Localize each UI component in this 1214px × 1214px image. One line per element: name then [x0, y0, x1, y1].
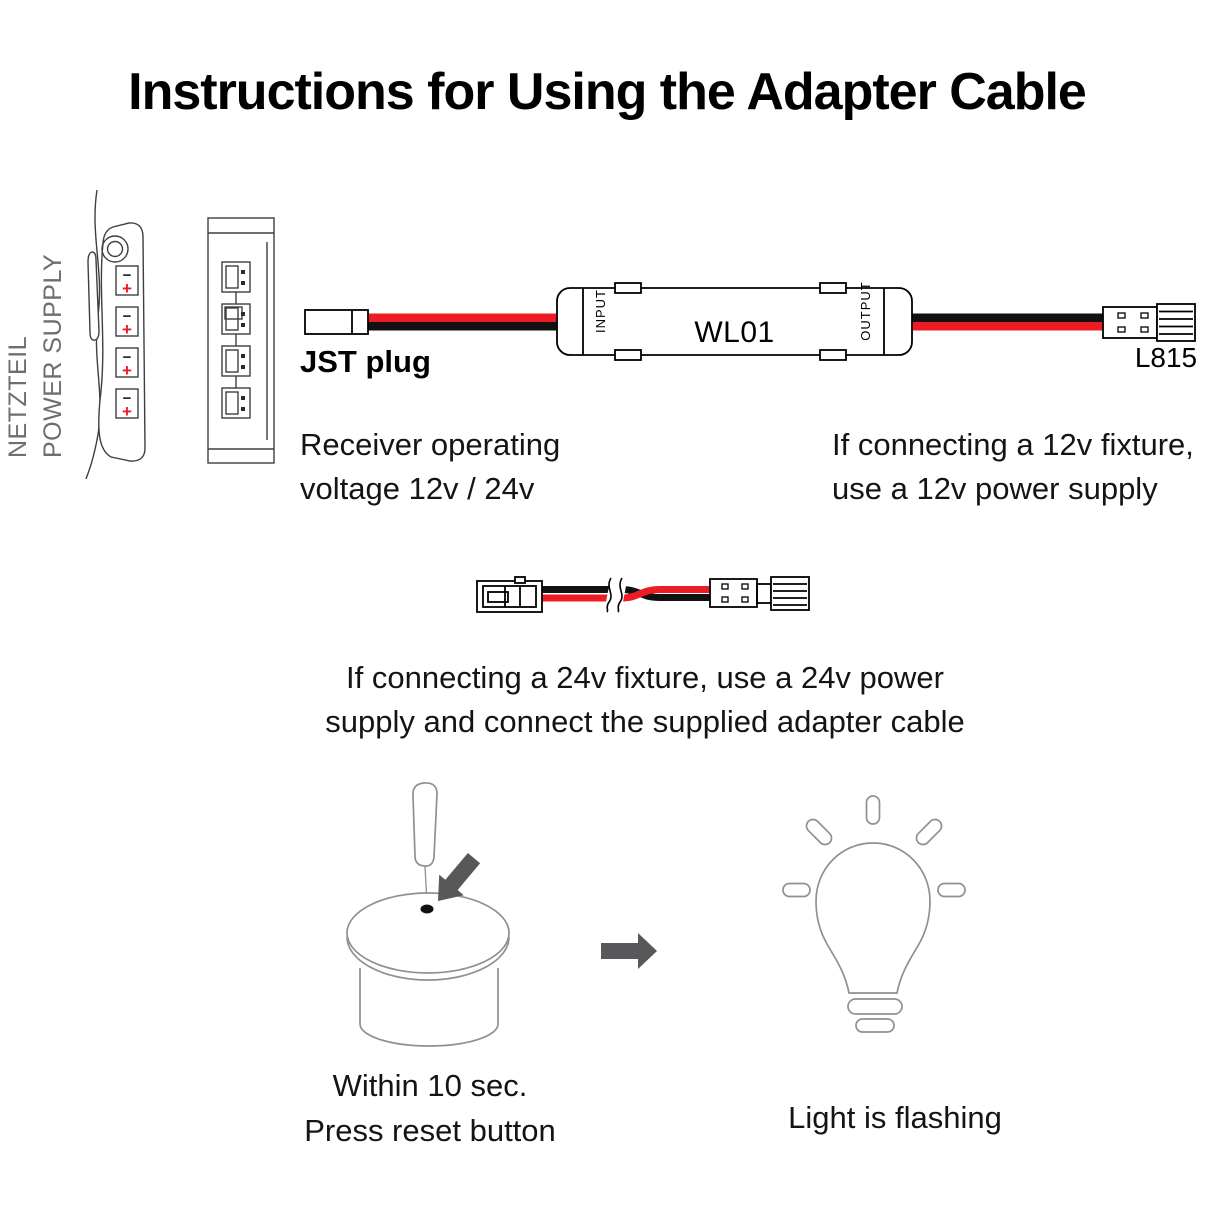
- terminal-minus: −: [122, 349, 132, 366]
- mount-tab: [615, 283, 641, 293]
- power-supply-label-line1: NETZTEIL: [4, 335, 32, 458]
- jst-port: [222, 388, 250, 418]
- light-bulb-icon: [783, 796, 965, 1032]
- l815-connector: [1103, 304, 1195, 341]
- adapter-wires: [542, 590, 710, 599]
- caption-receiver-voltage-line2: voltage 12v / 24v: [300, 471, 535, 506]
- output-label: OUTPUT: [858, 281, 873, 341]
- terminal-plus: +: [122, 361, 132, 380]
- adapter-jst-socket: [477, 577, 542, 612]
- flow-arrow-icon: [601, 933, 657, 969]
- input-wires: [367, 314, 561, 331]
- terminal-plus: +: [122, 320, 132, 339]
- caption-12v-fixture-line1: If connecting a 12v fixture,: [832, 427, 1194, 462]
- terminal-minus: −: [122, 308, 132, 325]
- page-title: Instructions for Using the Adapter Cable: [128, 63, 1086, 121]
- reset-button-drawing: [347, 783, 509, 1046]
- jst-plug-connector: [305, 310, 368, 334]
- reset-hole: [421, 905, 434, 914]
- caption-receiver-voltage: [300, 423, 560, 511]
- mount-tab: [820, 350, 846, 360]
- mount-tab: [820, 283, 846, 293]
- jst-port: [222, 262, 250, 292]
- caption-reset-line2: Press reset button: [304, 1113, 556, 1148]
- l815-label: L815: [1134, 342, 1198, 373]
- light-ray: [783, 884, 810, 897]
- caption-receiver-voltage-line1: Receiver operating: [300, 427, 561, 462]
- adapter-cable-drawing: [477, 576, 809, 612]
- jst-plug-label: JST plug: [300, 344, 431, 379]
- caption-12v-fixture: [832, 423, 1194, 511]
- caption-24v-fixture-line2: supply and connect the supplied adapter cable: [325, 704, 965, 739]
- terminal-minus: −: [122, 390, 132, 407]
- jst-port-plugged: [222, 304, 250, 334]
- caption-24v-fixture-line1: If connecting a 24v fixture, use a 24v power: [346, 660, 944, 695]
- adapter-l815-connector: [710, 577, 809, 610]
- bulb-base: [848, 999, 902, 1014]
- reset-button: [347, 893, 509, 1046]
- terminal-plus: +: [122, 402, 132, 421]
- caption-reset: [270, 1063, 590, 1153]
- power-supply-label-line2: POWER SUPPLY: [39, 253, 67, 458]
- caption-12v-fixture-line2: use a 12v power supply: [832, 471, 1158, 506]
- light-ray: [804, 817, 834, 847]
- mount-tab: [615, 350, 641, 360]
- caption-light-flashing: Light is flashing: [788, 1100, 1002, 1135]
- output-wires: [910, 314, 1106, 331]
- pen-icon: [413, 783, 437, 904]
- input-label: INPUT: [593, 289, 608, 333]
- bulb-base: [856, 1019, 894, 1032]
- power-supply-label: [1, 228, 71, 458]
- caption-24v-fixture: [310, 656, 980, 744]
- light-ray: [914, 817, 944, 847]
- cable-break-mark: [604, 576, 628, 612]
- caption-reset-line1: Within 10 sec.: [332, 1068, 528, 1103]
- light-ray: [938, 884, 965, 897]
- side-slot: [88, 252, 99, 340]
- terminal-plus: +: [122, 279, 132, 298]
- terminal-minus: −: [122, 267, 132, 284]
- connector-block-sketch: [208, 218, 274, 463]
- light-ray: [867, 796, 880, 824]
- wl01-model-label: WL01: [694, 316, 775, 349]
- jst-port: [222, 346, 250, 376]
